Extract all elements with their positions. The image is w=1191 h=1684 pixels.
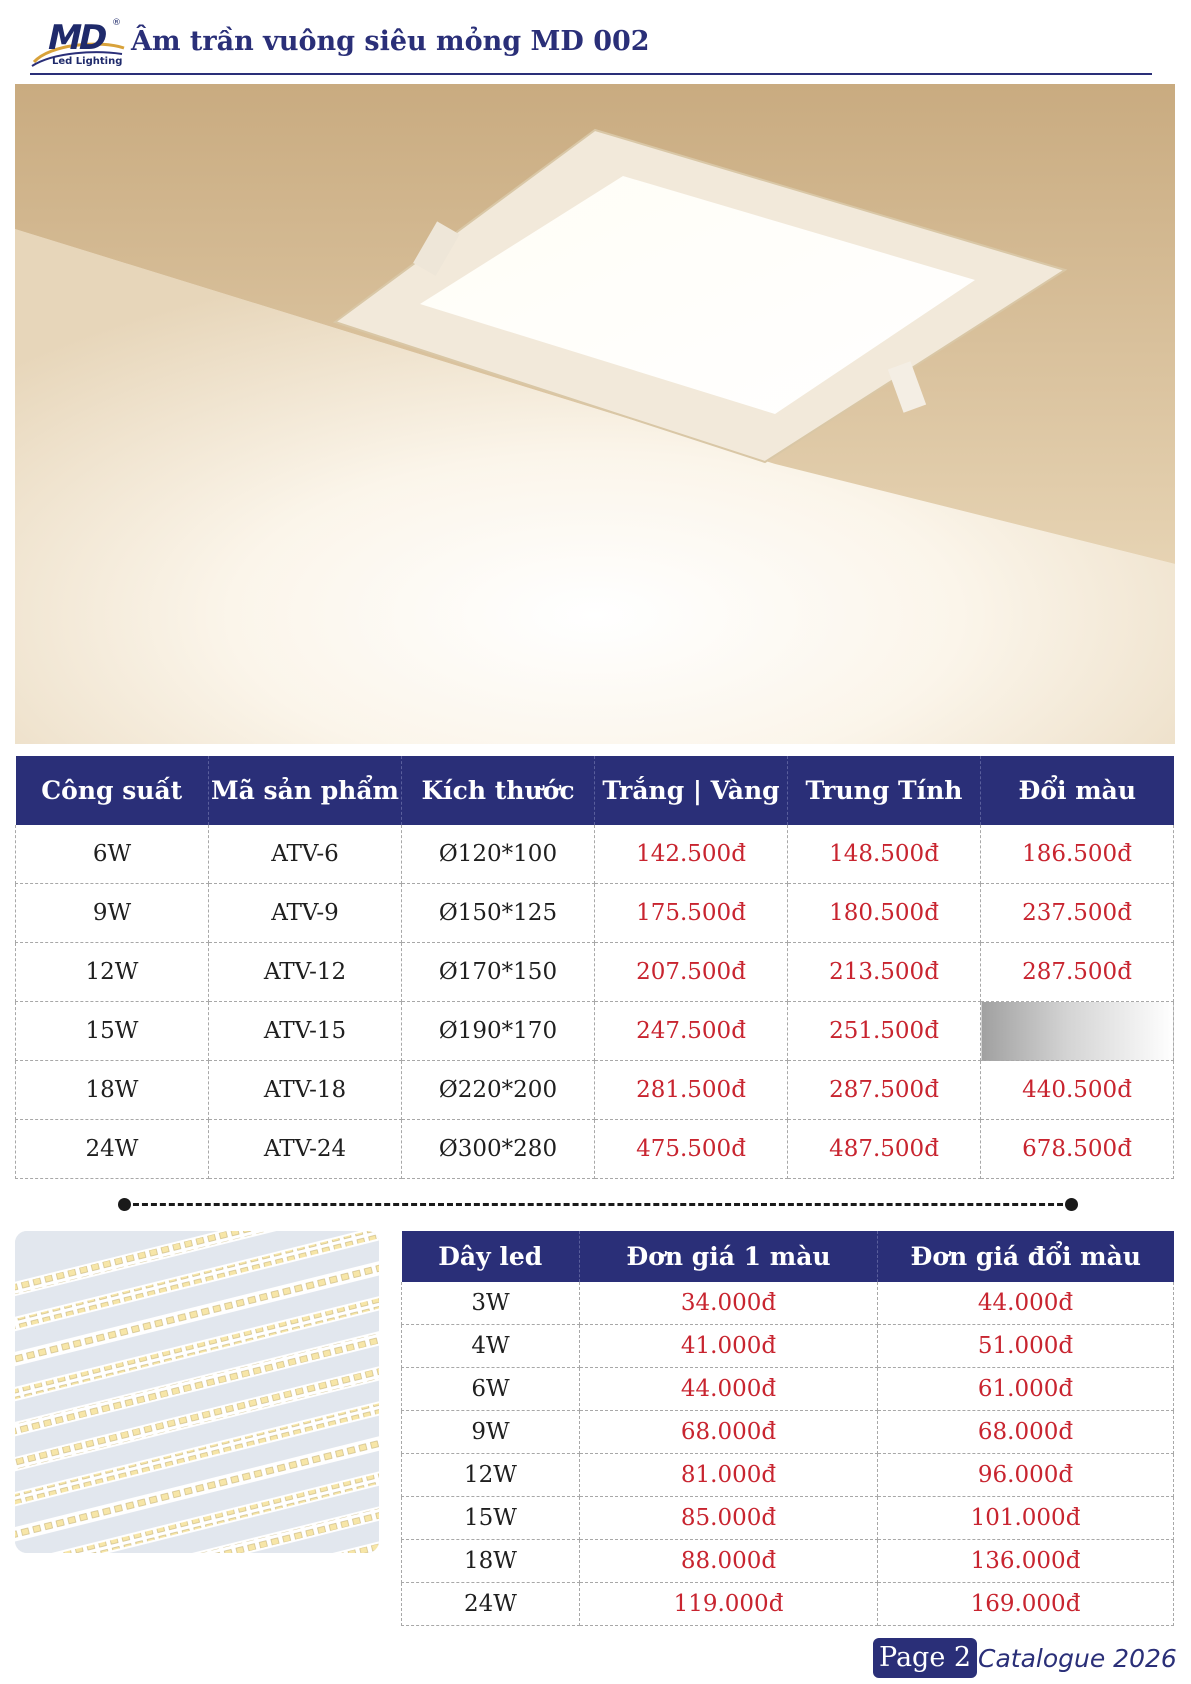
cell-single-color-price: 85.000đ bbox=[580, 1497, 878, 1540]
product-photo bbox=[15, 84, 1175, 744]
cell-led-power: 12W bbox=[402, 1454, 580, 1497]
cell-single-color-price: 68.000đ bbox=[580, 1411, 878, 1454]
led-strip-price-table bbox=[401, 1231, 1174, 1626]
cell-power: 9W bbox=[16, 884, 209, 943]
square-panel-light-illustration bbox=[15, 84, 1175, 744]
led-strip-illustration bbox=[15, 1231, 379, 1553]
cell-single-color-price: 34.000đ bbox=[580, 1282, 878, 1325]
cell-price-white-warm: 281.500đ bbox=[595, 1061, 788, 1120]
table-row bbox=[402, 1325, 1174, 1368]
cell-power: 24W bbox=[16, 1120, 209, 1179]
cell-price-neutral: 180.500đ bbox=[788, 884, 981, 943]
cell-led-power: 9W bbox=[402, 1411, 580, 1454]
logo-letters: MD bbox=[43, 18, 109, 58]
divider-dashed-line bbox=[124, 1203, 1072, 1206]
cell-color-change-price: 101.000đ bbox=[878, 1497, 1174, 1540]
table-header-row bbox=[402, 1231, 1174, 1282]
cell-price-white-warm: 247.500đ bbox=[595, 1002, 788, 1061]
cell-led-power: 15W bbox=[402, 1497, 580, 1540]
cell-color-change-price: 96.000đ bbox=[878, 1454, 1174, 1497]
cell-color-change-price: 51.000đ bbox=[878, 1325, 1174, 1368]
table-row bbox=[16, 1002, 1174, 1061]
cell-price-unavailable bbox=[981, 1002, 1174, 1061]
cell-size: Ø300*280 bbox=[402, 1120, 595, 1179]
cell-single-color-price: 41.000đ bbox=[580, 1325, 878, 1368]
header-color-change: Đổi màu bbox=[981, 756, 1174, 825]
cell-led-power: 6W bbox=[402, 1368, 580, 1411]
cell-size: Ø170*150 bbox=[402, 943, 595, 1002]
table-header-row bbox=[16, 756, 1174, 825]
cell-power: 6W bbox=[16, 825, 209, 884]
page-number-badge: Page 2 bbox=[873, 1638, 977, 1678]
header-color-change-price: Đơn giá đổi màu bbox=[878, 1231, 1174, 1282]
brand-logo bbox=[30, 18, 128, 70]
header-white-warm: Trắng | Vàng bbox=[595, 756, 788, 825]
divider-dot-icon bbox=[1065, 1198, 1078, 1211]
cell-size: Ø150*125 bbox=[402, 884, 595, 943]
table-row bbox=[402, 1583, 1174, 1626]
cell-price-color-change: 678.500đ bbox=[981, 1120, 1174, 1179]
cell-price-color-change: 237.500đ bbox=[981, 884, 1174, 943]
catalogue-label: Catalogue 2026 bbox=[978, 1644, 1177, 1673]
cell-single-color-price: 88.000đ bbox=[580, 1540, 878, 1583]
cell-power: 18W bbox=[16, 1061, 209, 1120]
cell-power: 15W bbox=[16, 1002, 209, 1061]
table-row bbox=[16, 1120, 1174, 1179]
cell-single-color-price: 81.000đ bbox=[580, 1454, 878, 1497]
cell-size: Ø120*100 bbox=[402, 825, 595, 884]
cell-color-change-price: 44.000đ bbox=[878, 1282, 1174, 1325]
page-header bbox=[30, 14, 1152, 74]
table-row bbox=[402, 1411, 1174, 1454]
registered-mark-icon: ® bbox=[112, 18, 121, 28]
table-row bbox=[16, 884, 1174, 943]
header-dimensions: Kích thước bbox=[402, 756, 595, 825]
page-title: Âm trần vuông siêu mỏng MD 002 bbox=[131, 26, 650, 57]
cell-color-change-price: 61.000đ bbox=[878, 1368, 1174, 1411]
cell-price-neutral: 487.500đ bbox=[788, 1120, 981, 1179]
cell-single-color-price: 119.000đ bbox=[580, 1583, 878, 1626]
cell-code: ATV-24 bbox=[209, 1120, 402, 1179]
table-row bbox=[402, 1368, 1174, 1411]
header-divider bbox=[30, 73, 1152, 75]
table-row bbox=[402, 1540, 1174, 1583]
logo-subtitle: Led Lighting bbox=[52, 56, 123, 67]
section-divider bbox=[118, 1197, 1078, 1211]
cell-price-neutral: 213.500đ bbox=[788, 943, 981, 1002]
header-led-strip: Dây led bbox=[402, 1231, 580, 1282]
cell-led-power: 18W bbox=[402, 1540, 580, 1583]
cell-single-color-price: 44.000đ bbox=[580, 1368, 878, 1411]
cell-code: ATV-12 bbox=[209, 943, 402, 1002]
table-row bbox=[402, 1454, 1174, 1497]
cell-color-change-price: 169.000đ bbox=[878, 1583, 1174, 1626]
cell-color-change-price: 136.000đ bbox=[878, 1540, 1174, 1583]
table-row bbox=[16, 1061, 1174, 1120]
led-strip-photo bbox=[15, 1231, 379, 1553]
cell-size: Ø190*170 bbox=[402, 1002, 595, 1061]
cell-price-white-warm: 207.500đ bbox=[595, 943, 788, 1002]
cell-price-white-warm: 175.500đ bbox=[595, 884, 788, 943]
cell-price-color-change: 186.500đ bbox=[981, 825, 1174, 884]
header-neutral: Trung Tính bbox=[788, 756, 981, 825]
cell-code: ATV-9 bbox=[209, 884, 402, 943]
cell-price-color-change: 440.500đ bbox=[981, 1061, 1174, 1120]
table-row bbox=[16, 943, 1174, 1002]
cell-price-white-warm: 142.500đ bbox=[595, 825, 788, 884]
cell-price-white-warm: 475.500đ bbox=[595, 1120, 788, 1179]
cell-size: Ø220*200 bbox=[402, 1061, 595, 1120]
table-row bbox=[402, 1282, 1174, 1325]
table-row bbox=[402, 1497, 1174, 1540]
cell-price-neutral: 287.500đ bbox=[788, 1061, 981, 1120]
cell-led-power: 24W bbox=[402, 1583, 580, 1626]
cell-price-neutral: 148.500đ bbox=[788, 825, 981, 884]
cell-led-power: 4W bbox=[402, 1325, 580, 1368]
header-product-code: Mã sản phẩm bbox=[209, 756, 402, 825]
cell-price-color-change: 287.500đ bbox=[981, 943, 1174, 1002]
cell-power: 12W bbox=[16, 943, 209, 1002]
header-single-color-price: Đơn giá 1 màu bbox=[580, 1231, 878, 1282]
header-power: Công suất bbox=[16, 756, 209, 825]
cell-code: ATV-6 bbox=[209, 825, 402, 884]
cell-color-change-price: 68.000đ bbox=[878, 1411, 1174, 1454]
cell-price-neutral: 251.500đ bbox=[788, 1002, 981, 1061]
cell-code: ATV-15 bbox=[209, 1002, 402, 1061]
table-row bbox=[16, 825, 1174, 884]
cell-led-power: 3W bbox=[402, 1282, 580, 1325]
cell-code: ATV-18 bbox=[209, 1061, 402, 1120]
panel-price-table bbox=[15, 756, 1174, 1179]
